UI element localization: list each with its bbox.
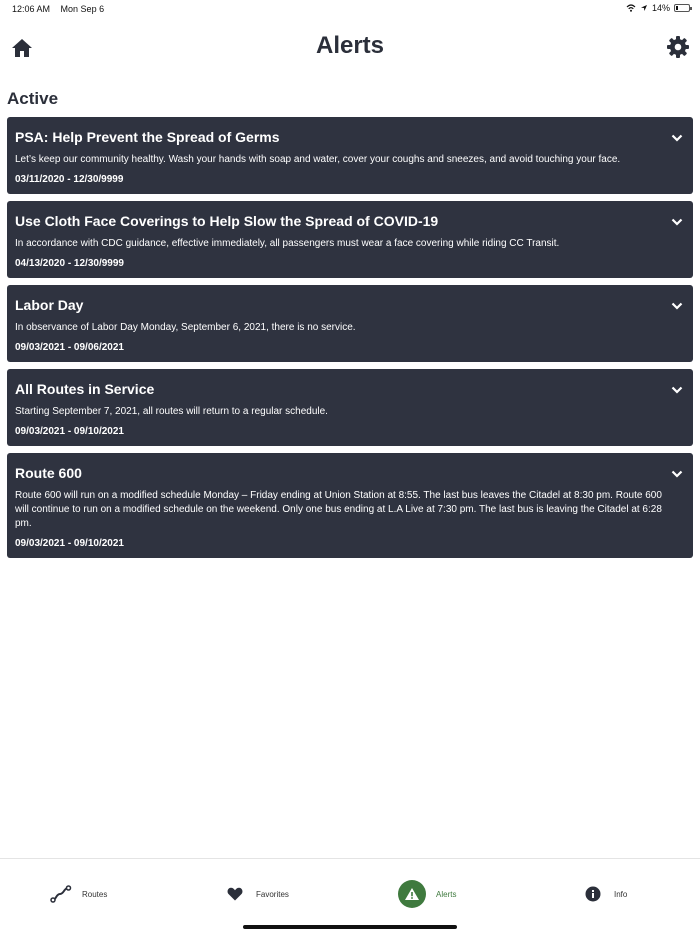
header bbox=[0, 30, 700, 66]
tab-label: Alerts bbox=[436, 889, 457, 899]
status-left bbox=[12, 4, 104, 14]
alert-card[interactable] bbox=[7, 285, 693, 362]
alerts-list bbox=[7, 117, 693, 565]
tab-label: Favorites bbox=[256, 889, 289, 899]
alert-body: Starting September 7, 2021, all routes will return to a regular schedule. bbox=[15, 406, 328, 417]
page-title: Alerts bbox=[315, 32, 385, 59]
alert-dates: 09/03/2021 - 09/10/2021 bbox=[15, 426, 124, 437]
tab-alerts[interactable] bbox=[398, 879, 456, 909]
alert-dates: 09/03/2021 - 09/10/2021 bbox=[15, 538, 124, 549]
alert-title: Route 600 bbox=[15, 465, 82, 481]
status-date: Mon Sep 6 bbox=[60, 4, 105, 14]
alert-card[interactable] bbox=[7, 201, 693, 278]
status-right bbox=[626, 3, 690, 13]
wifi-icon bbox=[626, 4, 636, 12]
alert-title: Use Cloth Face Coverings to Help Slow the Spread of COVID-19 bbox=[15, 213, 439, 229]
battery-percent: 14% bbox=[651, 3, 670, 13]
alert-body: In observance of Labor Day Monday, September 6, 2021, there is no service. bbox=[15, 322, 356, 333]
alert-card[interactable] bbox=[7, 369, 693, 446]
chevron-down-icon[interactable] bbox=[671, 134, 683, 142]
alert-title: All Routes in Service bbox=[15, 381, 155, 397]
tab-label: Info bbox=[614, 889, 628, 899]
alert-body: Let’s keep our community healthy. Wash your hands with soap and water, cover your coughs and sneezes, and avoid touching your face. bbox=[15, 154, 621, 165]
alert-card[interactable] bbox=[7, 453, 693, 558]
info-icon bbox=[582, 883, 604, 905]
chevron-down-icon[interactable] bbox=[671, 302, 683, 310]
alert-dates: 04/13/2020 - 12/30/9999 bbox=[15, 258, 124, 269]
chevron-down-icon[interactable] bbox=[671, 218, 683, 226]
location-arrow-icon bbox=[640, 4, 648, 12]
alert-card[interactable] bbox=[7, 117, 693, 194]
chevron-down-icon[interactable] bbox=[671, 470, 683, 478]
home-indicator bbox=[243, 925, 457, 929]
tab-label: Routes bbox=[82, 889, 108, 899]
alert-title: PSA: Help Prevent the Spread of Germs bbox=[15, 129, 280, 145]
tab-routes[interactable] bbox=[50, 879, 107, 909]
alert-body: Route 600 will run on a modified schedule Monday – Friday ending at Union Station at 8:55. The last bus leaves the Citadel at 8:30 pm. Route 600 will continue to run on a modified schedule on the weekend. Only one bus ending at L.A Live at 7:30 pm. The last bus is leaving the Citadel at 6:28 pm. bbox=[15, 490, 662, 529]
tab-bar bbox=[0, 858, 700, 934]
status-bar bbox=[0, 0, 700, 18]
alert-dates: 03/11/2020 - 12/30/9999 bbox=[15, 174, 124, 185]
status-time: 12:06 AM bbox=[12, 4, 51, 14]
alert-title: Labor Day bbox=[15, 297, 84, 313]
warning-icon bbox=[398, 880, 426, 908]
route-icon bbox=[50, 883, 72, 905]
tab-favorites[interactable] bbox=[224, 879, 289, 909]
battery-icon bbox=[674, 4, 690, 12]
heart-icon bbox=[224, 883, 246, 905]
gear-icon[interactable] bbox=[666, 35, 690, 59]
tab-info[interactable] bbox=[582, 879, 627, 909]
chevron-down-icon[interactable] bbox=[671, 386, 683, 394]
alert-body: In accordance with CDC guidance, effective immediately, all passengers must wear a face covering while riding CC Transit. bbox=[15, 238, 560, 249]
alert-dates: 09/03/2021 - 09/06/2021 bbox=[15, 342, 124, 353]
section-title-active: Active bbox=[7, 89, 59, 108]
